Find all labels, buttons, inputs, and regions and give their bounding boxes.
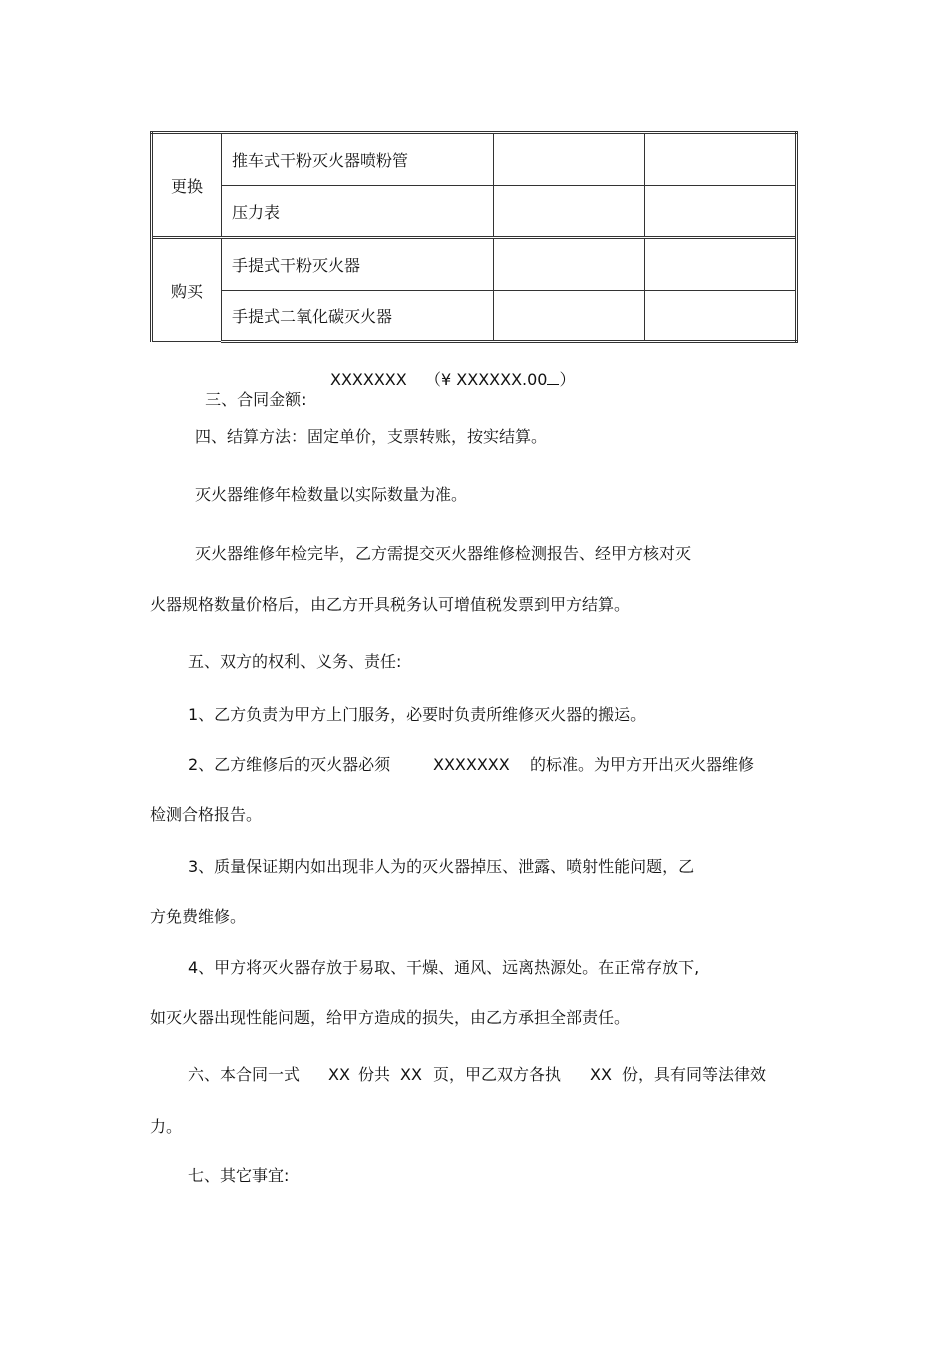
empty-cell	[645, 186, 797, 238]
settlement-text: 四、结算方法：固定单价，支票转账，按实结算。	[195, 427, 548, 446]
copies-x2: XX	[400, 1065, 422, 1084]
item-4-line2: 如灭火器出现性能问题，给甲方造成的损失，由乙方承担全部责任。	[150, 1008, 631, 1027]
note-report-line2: 火器规格数量价格后，由乙方开具税务认可增值税发票到甲方结算。	[150, 595, 631, 614]
item-2-x: XXXXXXX	[433, 755, 510, 774]
note-report-line1: 灭火器维修年检完毕，乙方需提交灭火器维修检测报告、经甲方核对灭	[195, 544, 692, 563]
item-cell: 手提式二氧化碳灭火器	[222, 291, 494, 342]
item-3-line2: 方免费维修。	[150, 907, 247, 926]
item-cell: 推车式干粉灭火器喷粉管	[222, 133, 494, 186]
item-2-a: 2、乙方维修后的灭火器必须	[188, 755, 391, 774]
copies-d: 份，具有同等法律效	[622, 1065, 767, 1084]
note-quantity: 灭火器维修年检数量以实际数量为准。	[195, 485, 468, 504]
item-2-line2: 检测合格报告。	[150, 805, 263, 824]
empty-cell	[494, 291, 645, 342]
empty-cell	[494, 238, 645, 291]
copies-b: 份共	[358, 1065, 391, 1084]
item-table	[150, 131, 798, 343]
copies-x1: XX	[328, 1065, 350, 1084]
item-3-line1: 3、质量保证期内如出现非人为的灭火器掉压、泄露、喷射性能问题，乙	[188, 857, 695, 876]
empty-cell	[494, 133, 645, 186]
empty-cell	[645, 238, 797, 291]
amount-line	[195, 370, 307, 410]
other-matters: 七、其它事宜:	[188, 1166, 290, 1185]
amount-number: （¥ XXXXXX.00	[425, 370, 548, 389]
empty-cell	[645, 291, 797, 342]
item-4-line1: 4、甲方将灭火器存放于易取、干燥、通风、远离热源处。在正常存放下,	[188, 958, 700, 977]
empty-cell	[494, 186, 645, 238]
rights-title: 五、双方的权利、义务、责任:	[188, 652, 402, 671]
amount-value: XXXXXXX	[330, 370, 407, 389]
item-1: 1、乙方负责为甲方上门服务，必要时负责所维修灭火器的搬运。	[188, 705, 647, 724]
category-cell: 购买	[152, 238, 222, 342]
amount-close: ）	[559, 370, 576, 389]
category-cell: 更换	[152, 133, 222, 238]
amount-paren	[425, 370, 576, 390]
copies-line2: 力。	[150, 1117, 183, 1136]
copies-a: 六、本合同一式	[188, 1065, 301, 1084]
copies-c: 页，甲乙双方各执	[433, 1065, 562, 1084]
empty-cell	[645, 133, 797, 186]
amount-label: 三、合同金额:	[205, 390, 307, 409]
item-cell: 压力表	[222, 186, 494, 238]
item-2-b: 的标准。为甲方开出灭火器维修	[530, 755, 755, 774]
item-cell: 手提式干粉灭火器	[222, 238, 494, 291]
copies-x3: XX	[590, 1065, 612, 1084]
